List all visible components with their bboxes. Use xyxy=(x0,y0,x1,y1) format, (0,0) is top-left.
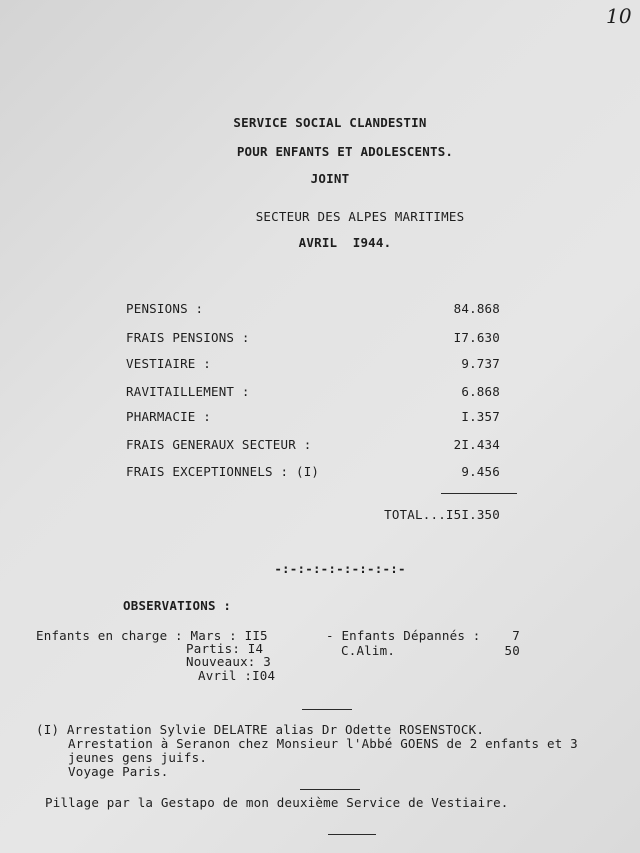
expense-value: 2I.434 xyxy=(453,437,500,452)
expense-label: PHARMACIE : xyxy=(126,409,211,424)
expense-label: PENSIONS : xyxy=(126,301,204,316)
footnote-line: jeunes gens juifs. xyxy=(68,750,208,765)
expense-value: 84.868 xyxy=(453,301,500,316)
footnote-line: Arrestation à Seranon chez Monsieur l'Abbé GOENS de 2 enfants et 3 xyxy=(68,736,578,751)
title-line-1: SERVICE SOCIAL CLANDESTIN xyxy=(233,115,427,130)
page-number: 10 xyxy=(606,4,632,28)
expense-value: I.357 xyxy=(461,409,500,424)
expense-label: FRAIS PENSIONS : xyxy=(126,330,250,345)
expense-value: 9.456 xyxy=(461,464,500,479)
expense-label: FRAIS GENERAUX SECTEUR : xyxy=(126,437,312,452)
expense-label: FRAIS EXCEPTIONNELS : (I) xyxy=(126,464,320,479)
observation-right-label: C.Alim. xyxy=(341,643,396,658)
expense-label: RAVITAILLEMENT : xyxy=(126,384,250,399)
observation-line: Enfants en charge : Mars : II5 xyxy=(36,628,268,643)
expense-label: VESTIAIRE : xyxy=(126,356,211,371)
observations-title: OBSERVATIONS : xyxy=(123,598,232,613)
observation-line: Partis: I4 xyxy=(186,641,264,656)
observations-rule xyxy=(302,709,352,710)
footnote-rule xyxy=(300,789,360,790)
bottom-rule xyxy=(328,834,376,835)
total-rule xyxy=(441,493,517,494)
observation-right-value: 7 xyxy=(512,628,520,643)
separator: -:-:-:-:-:-:-:-:- xyxy=(274,561,406,576)
observation-right-value: 50 xyxy=(504,643,520,658)
footnote-line: Voyage Paris. xyxy=(68,764,169,779)
title-line-3: JOINT xyxy=(310,171,350,186)
expense-value: I7.630 xyxy=(453,330,500,345)
expense-value: 9.737 xyxy=(461,356,500,371)
observation-line: Avril :I04 xyxy=(198,668,276,683)
pillage-note: Pillage par la Gestapo de mon deuxième Service de Vestiaire. xyxy=(45,795,509,810)
title-line-2: POUR ENFANTS ET ADOLESCENTS. xyxy=(236,144,454,159)
observation-line: Nouveaux: 3 xyxy=(186,654,271,669)
footnote-line: (I) Arrestation Sylvie DELATRE alias Dr Odette ROSENSTOCK. xyxy=(36,722,485,737)
observation-right-label: - Enfants Dépannés : xyxy=(326,628,481,643)
sector-line: SECTEUR DES ALPES MARITIMES xyxy=(255,209,465,224)
date-line: AVRIL I944. xyxy=(298,235,392,250)
expense-value: 6.868 xyxy=(461,384,500,399)
total-line: TOTAL...I5I.350 xyxy=(384,507,500,522)
